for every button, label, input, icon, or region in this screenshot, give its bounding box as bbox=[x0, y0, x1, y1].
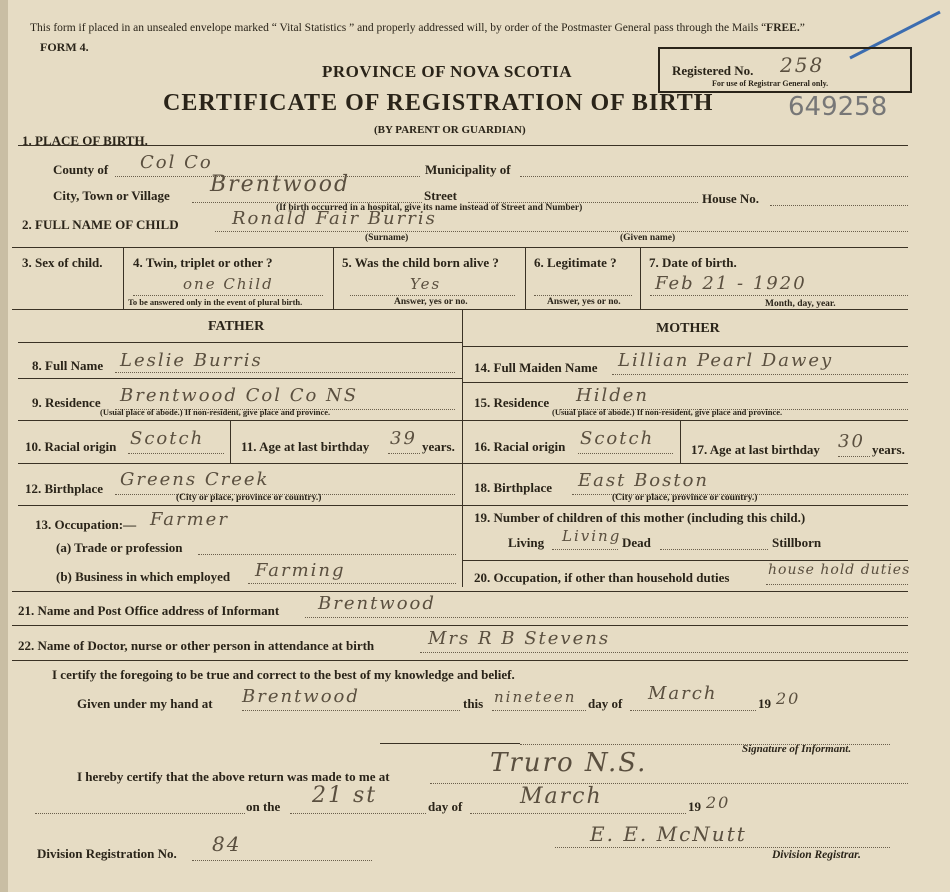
divider-f-age bbox=[230, 420, 231, 463]
stamped-number: 649258 bbox=[788, 92, 888, 122]
attendant-label: 22. Name of Doctor, nurse or other person in attendance at birth bbox=[18, 638, 375, 653]
rule-f2 bbox=[18, 378, 462, 379]
document-subtitle: (BY PARENT OR GUARDIAN) bbox=[374, 124, 526, 136]
place-of-birth-label: 1. PLACE OF BIRTH. bbox=[22, 133, 148, 148]
date-of-birth-note: Month, day, year. bbox=[765, 299, 836, 309]
living-value: Living bbox=[562, 527, 622, 545]
father-business-line bbox=[248, 583, 456, 584]
dead-line bbox=[660, 549, 768, 550]
this-day-line bbox=[492, 710, 586, 711]
rule-m1 bbox=[462, 346, 908, 347]
city-value: Brentwood bbox=[210, 172, 351, 197]
registrar-day-of-label: day of bbox=[428, 799, 463, 814]
twin-value: one Child bbox=[183, 275, 274, 293]
informant-label: 21. Name and Post Office address of Informant bbox=[18, 603, 280, 618]
mother-birthplace-label: 18. Birthplace bbox=[474, 480, 552, 495]
postal-notice-text: This form if placed in an unsealed envelope marked “ Vital Statistics ” and properly addressed will, by order of the Postmaster General pass through the Mails “ bbox=[30, 22, 767, 34]
father-occupation-value: Farmer bbox=[150, 509, 229, 530]
father-heading: FATHER bbox=[208, 319, 265, 334]
rule-m5 bbox=[462, 505, 908, 506]
registrar-note: For use of Registrar General only. bbox=[712, 79, 829, 88]
date-of-birth-value: Feb 21 - 1920 bbox=[655, 273, 807, 294]
divider-m-age bbox=[680, 420, 681, 463]
informant-signature-line bbox=[380, 743, 520, 744]
rule-f1 bbox=[18, 342, 462, 343]
informant-value: Brentwood bbox=[318, 593, 436, 614]
informant-signature-label: Signature of Informant. bbox=[742, 743, 852, 755]
division-registration-line bbox=[192, 860, 372, 861]
document-title: CERTIFICATE OF REGISTRATION OF BIRTH bbox=[163, 90, 714, 116]
mother-birthplace-note: (City or place, province or country.) bbox=[612, 493, 758, 503]
legitimate-note: Answer, yes or no. bbox=[547, 297, 621, 307]
born-alive-value: Yes bbox=[410, 275, 442, 293]
living-line bbox=[552, 549, 618, 550]
rule-m4 bbox=[462, 463, 908, 464]
page-edge bbox=[0, 0, 8, 892]
month-value: March bbox=[648, 683, 718, 704]
registrar-year-value: 20 bbox=[706, 793, 731, 812]
mother-name-line bbox=[612, 374, 908, 375]
mother-age-line bbox=[838, 456, 870, 457]
house-line bbox=[770, 205, 908, 206]
postal-notice-end: ” bbox=[799, 22, 805, 34]
father-name-value: Leslie Burris bbox=[120, 350, 263, 371]
attendant-line bbox=[420, 652, 908, 653]
registrar-place-line bbox=[430, 783, 908, 784]
registered-number: 258 bbox=[780, 53, 825, 77]
given-name-note: (Given name) bbox=[620, 233, 676, 243]
twin-note: To be answered only in the event of plural birth. bbox=[128, 297, 303, 307]
date-of-birth-line bbox=[650, 295, 908, 296]
rule-row3-top bbox=[12, 247, 908, 248]
born-alive-line bbox=[350, 295, 515, 296]
registrar-month-value: March bbox=[520, 784, 603, 809]
father-business-value: Farming bbox=[255, 560, 346, 581]
divider-3d bbox=[640, 247, 641, 309]
father-birthplace-note: (City or place, province or country.) bbox=[176, 493, 322, 503]
division-registration-label: Division Registration No. bbox=[37, 846, 177, 861]
year-prefix: 19 bbox=[758, 696, 771, 711]
divider-3b bbox=[333, 247, 334, 309]
registrar-lead-line bbox=[35, 813, 245, 814]
municipality-line bbox=[520, 176, 908, 177]
mother-heading: MOTHER bbox=[656, 321, 720, 336]
father-age-value: 39 bbox=[390, 428, 417, 449]
registrar-signature-line bbox=[555, 847, 890, 848]
city-label: City, Town or Village bbox=[53, 188, 170, 203]
mother-occupation-line bbox=[766, 584, 908, 585]
registered-label: Registered No. bbox=[672, 63, 754, 78]
stillborn-label: Stillborn bbox=[772, 535, 822, 550]
month-line bbox=[630, 710, 756, 711]
rule-parents-top bbox=[12, 309, 908, 310]
registrar-signature: E. E. McNutt bbox=[590, 822, 747, 846]
this-day-value: nineteen bbox=[494, 688, 577, 706]
division-registrar-label: Division Registrar. bbox=[772, 849, 861, 861]
hospital-note: (If birth occurred in a hospital, give its name instead of Street and Number) bbox=[276, 203, 583, 213]
divider-3a bbox=[123, 247, 124, 309]
father-age-label: 11. Age at last birthday bbox=[241, 439, 370, 454]
legitimate-label: 6. Legitimate ? bbox=[534, 255, 617, 270]
postal-notice bbox=[30, 22, 805, 34]
division-registration-value: 84 bbox=[212, 832, 242, 856]
certify-statement: I certify the foregoing to be true and correct to the best of my knowledge and belief. bbox=[52, 667, 515, 682]
mother-occupation-label: 20. Occupation, if other than household duties bbox=[474, 570, 730, 585]
mother-age-label: 17. Age at last birthday bbox=[691, 442, 820, 457]
given-at-line bbox=[242, 710, 460, 711]
divider-3c bbox=[525, 247, 526, 309]
rule-m6 bbox=[462, 560, 908, 561]
informant-line bbox=[305, 617, 908, 618]
street-label: Street bbox=[424, 188, 457, 203]
father-residence-label: 9. Residence bbox=[32, 395, 101, 410]
child-name-label: 2. FULL NAME OF CHILD bbox=[22, 217, 179, 232]
father-birthplace-value: Greens Creek bbox=[120, 469, 270, 490]
rule-m2 bbox=[462, 382, 908, 383]
day-of-label: day of bbox=[588, 696, 623, 711]
father-age-unit: years. bbox=[422, 439, 455, 454]
mother-residence-label: 15. Residence bbox=[474, 395, 550, 410]
twin-label: 4. Twin, triplet or other ? bbox=[133, 255, 273, 270]
rule-m3 bbox=[462, 420, 908, 421]
father-occupation-label: 13. Occupation:— bbox=[35, 517, 137, 532]
rule-f3 bbox=[18, 420, 462, 421]
free-text: FREE. bbox=[766, 22, 800, 34]
given-at-label: Given under my hand at bbox=[77, 696, 213, 711]
mother-name-label: 14. Full Maiden Name bbox=[474, 360, 598, 375]
father-racial-value: Scotch bbox=[130, 428, 205, 449]
mother-residence-value: Hilden bbox=[576, 385, 649, 406]
child-name-line bbox=[215, 231, 908, 232]
registrar-month-line bbox=[470, 813, 686, 814]
on-the-line bbox=[290, 813, 426, 814]
mother-racial-value: Scotch bbox=[580, 428, 655, 449]
father-name-label: 8. Full Name bbox=[32, 358, 104, 373]
rule-certify-top bbox=[12, 660, 908, 661]
father-racial-label: 10. Racial origin bbox=[25, 439, 117, 454]
given-at-value: Brentwood bbox=[242, 686, 360, 707]
province-heading: PROVINCE OF NOVA SCOTIA bbox=[322, 62, 573, 81]
living-label: Living bbox=[508, 535, 545, 550]
mother-residence-note: (Usual place of abode.) If non-resident, give place and province. bbox=[552, 407, 783, 417]
father-residence-note: (Usual place of abode.) If non-resident, give place and province. bbox=[100, 407, 331, 417]
house-label: House No. bbox=[702, 191, 760, 206]
father-business-label: (b) Business in which employed bbox=[56, 569, 231, 584]
mother-racial-label: 16. Racial origin bbox=[474, 439, 566, 454]
county-value: Col Co bbox=[140, 152, 213, 173]
mother-occupation-value: house hold duties bbox=[768, 562, 911, 578]
born-alive-label: 5. Was the child born alive ? bbox=[342, 255, 499, 270]
registrar-year-prefix: 19 bbox=[688, 799, 701, 814]
rule-doctor-top bbox=[12, 625, 908, 626]
rule-f5 bbox=[18, 505, 462, 506]
legitimate-line bbox=[534, 295, 632, 296]
mother-birthplace-value: East Boston bbox=[578, 470, 710, 491]
municipality-label: Municipality of bbox=[425, 162, 511, 177]
mother-age-value: 30 bbox=[838, 431, 865, 452]
sex-label: 3. Sex of child. bbox=[22, 255, 103, 270]
registrar-statement: I hereby certify that the above return was made to me at bbox=[77, 769, 390, 784]
father-trade-line bbox=[198, 554, 456, 555]
mother-age-unit: years. bbox=[872, 442, 905, 457]
mother-name-value: Lillian Pearl Dawey bbox=[618, 350, 834, 371]
this-label: this bbox=[463, 696, 484, 711]
father-trade-label: (a) Trade or profession bbox=[56, 540, 183, 555]
mother-children-label: 19. Number of children of this mother (including this child.) bbox=[474, 510, 806, 525]
dead-label: Dead bbox=[622, 535, 651, 550]
on-the-label: on the bbox=[246, 799, 281, 814]
surname-note: (Surname) bbox=[365, 233, 409, 243]
father-age-line bbox=[388, 453, 420, 454]
parents-divider bbox=[462, 309, 463, 587]
rule-f4 bbox=[18, 463, 462, 464]
born-alive-note: Answer, yes or no. bbox=[394, 297, 468, 307]
child-name-value: Ronald Fair Burris bbox=[232, 208, 437, 229]
mother-racial-line bbox=[578, 453, 673, 454]
father-racial-line bbox=[128, 453, 224, 454]
rule-top bbox=[18, 145, 908, 146]
twin-line bbox=[133, 295, 323, 296]
father-birthplace-label: 12. Birthplace bbox=[25, 481, 103, 496]
father-name-line bbox=[115, 372, 455, 373]
attendant-value: Mrs R B Stevens bbox=[428, 628, 611, 649]
date-of-birth-label: 7. Date of birth. bbox=[649, 255, 737, 270]
father-residence-value: Brentwood Col Co NS bbox=[120, 385, 359, 406]
form-number: FORM 4. bbox=[40, 40, 89, 54]
county-label: County of bbox=[53, 162, 109, 177]
rule-informant-top bbox=[12, 591, 908, 592]
year-value: 20 bbox=[776, 689, 801, 708]
registrar-place-value: Truro N.S. bbox=[490, 748, 648, 778]
on-the-value: 21 st bbox=[312, 783, 378, 808]
